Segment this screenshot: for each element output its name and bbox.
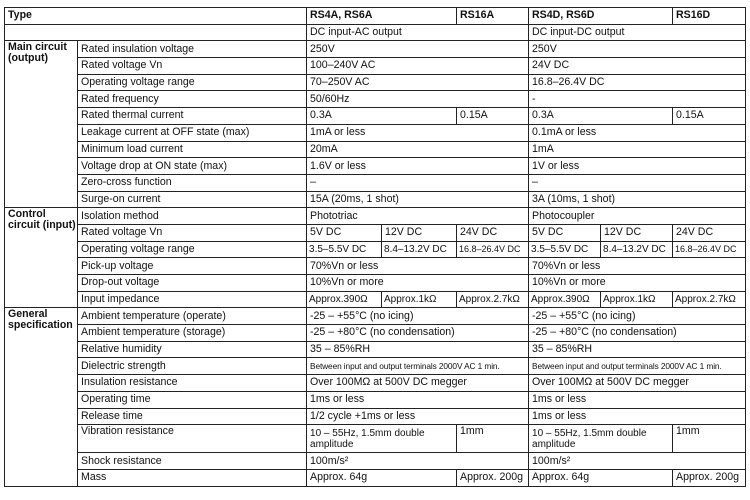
cell-value: Over 100MΩ at 500V DC megger <box>307 375 529 392</box>
cell-value: 1mA or less <box>307 124 529 141</box>
cell-value: -25 – +80°C (no condensation) <box>529 325 746 342</box>
cell-value: -25 – +80°C (no condensation) <box>307 325 529 342</box>
cell-value: 50/60Hz <box>307 91 529 108</box>
row-label: Voltage drop at ON state (max) <box>78 158 307 175</box>
cell-value: 12V DC <box>601 224 673 241</box>
row-label: Rated voltage Vn <box>78 58 307 75</box>
dc-model-a: RS4D, RS6D <box>529 8 673 25</box>
ac-model-b: RS16A <box>457 8 529 25</box>
cell-value: 250V <box>529 41 746 58</box>
cell-value: 24V DC <box>673 224 746 241</box>
table-row <box>5 241 746 258</box>
table-row <box>5 453 746 470</box>
cell-value: Approx.390Ω <box>529 291 601 308</box>
cell-value: 70%Vn or less <box>529 258 746 275</box>
row-label: Surge-on current <box>78 191 307 208</box>
table-row <box>5 141 746 158</box>
table-row <box>5 358 746 375</box>
table-row <box>5 391 746 408</box>
table-row <box>5 469 746 486</box>
table-row <box>5 258 746 275</box>
cell-value: 1mm <box>673 425 746 453</box>
ac-output-type: DC input-AC output <box>307 24 529 41</box>
cell-value: 10%Vn or more <box>307 275 529 292</box>
cell-value: 5V DC <box>529 224 601 241</box>
type-header: Type <box>5 8 307 25</box>
table-row <box>5 275 746 292</box>
row-label: Ambient temperature (storage) <box>78 325 307 342</box>
row-label: Rated voltage Vn <box>78 224 307 241</box>
cell-value: Phototriac <box>307 208 529 225</box>
table-row <box>5 41 746 58</box>
table-row <box>5 158 746 175</box>
cell-value: 15A (20ms, 1 shot) <box>307 191 529 208</box>
table-row <box>5 174 746 191</box>
row-label: Zero-cross function <box>78 174 307 191</box>
cell-value: Approx. 64g <box>529 469 673 486</box>
dc-model-b: RS16D <box>673 8 746 25</box>
row-label: Leakage current at OFF state (max) <box>78 124 307 141</box>
cell-value: – <box>307 174 529 191</box>
row-label: Operating voltage range <box>78 74 307 91</box>
row-label: Rated thermal current <box>78 108 307 125</box>
cell-value: 1mA <box>529 141 746 158</box>
table-row <box>5 224 746 241</box>
row-label: Drop-out voltage <box>78 275 307 292</box>
table-row <box>5 425 746 453</box>
cell-value: Approx.2.7kΩ <box>457 291 529 308</box>
cell-value: 100–240V AC <box>307 58 529 75</box>
row-label: Minimum load current <box>78 141 307 158</box>
cell-value: Photocoupler <box>529 208 746 225</box>
row-label: Rated insulation voltage <box>78 41 307 58</box>
cell-value: 35 – 85%RH <box>529 341 746 358</box>
category-main-circuit: Main circuit (output) <box>5 41 78 208</box>
cell-value: -25 – +55°C (no icing) <box>529 308 746 325</box>
table-row <box>5 91 746 108</box>
table-row <box>5 341 746 358</box>
output-type-row <box>5 24 746 41</box>
cell-value: Approx. 200g <box>457 469 529 486</box>
table-row <box>5 208 746 225</box>
cell-value: 1ms or less <box>529 391 746 408</box>
cell-value: 12V DC <box>382 224 457 241</box>
table-row <box>5 58 746 75</box>
row-label: Mass <box>78 469 307 486</box>
cell-value: 3.5–5.5V DC <box>529 241 601 258</box>
cell-value: – <box>529 174 746 191</box>
row-label: Dielectric strength <box>78 358 307 375</box>
row-label: Insulation resistance <box>78 375 307 392</box>
row-label: Vibration resistance <box>78 425 307 453</box>
cell-value: Approx.1kΩ <box>601 291 673 308</box>
header-row <box>5 8 746 25</box>
cell-value: Approx. 200g <box>673 469 746 486</box>
cell-value: 100m/s² <box>529 453 746 470</box>
row-label: Shock resistance <box>78 453 307 470</box>
cell-value: 5V DC <box>307 224 382 241</box>
cell-value: -25 – +55°C (no icing) <box>307 308 529 325</box>
cell-value: 8.4–13.2V DC <box>601 241 673 258</box>
cell-value: 0.15A <box>457 108 529 125</box>
row-label: Input impedance <box>78 291 307 308</box>
cell-value: Approx.1kΩ <box>382 291 457 308</box>
cell-value: 1V or less <box>529 158 746 175</box>
category-general-spec: General specification <box>5 308 78 486</box>
cell-value: 16.8–26.4V DC <box>529 74 746 91</box>
cell-value: Over 100MΩ at 500V DC megger <box>529 375 746 392</box>
cell-value: 20mA <box>307 141 529 158</box>
cell-value: 100m/s² <box>307 453 529 470</box>
dc-output-type: DC input-DC output <box>529 24 746 41</box>
table-row <box>5 108 746 125</box>
cell-value: 24V DC <box>457 224 529 241</box>
table-row <box>5 308 746 325</box>
row-label: Ambient temperature (operate) <box>78 308 307 325</box>
row-label: Isolation method <box>78 208 307 225</box>
cell-value: 1.6V or less <box>307 158 529 175</box>
cell-value: - <box>529 91 746 108</box>
table-row <box>5 124 746 141</box>
cell-value: 0.15A <box>673 108 746 125</box>
cell-value: 70%Vn or less <box>307 258 529 275</box>
cell-value: 1ms or less <box>307 391 529 408</box>
cell-value: Approx.2.7kΩ <box>673 291 746 308</box>
row-label: Operating time <box>78 391 307 408</box>
table-row <box>5 191 746 208</box>
cell-value: 16.8–26.4V DC <box>457 241 529 258</box>
cell-value: 70–250V AC <box>307 74 529 91</box>
cell-value: 250V <box>307 41 529 58</box>
table-row <box>5 375 746 392</box>
cell-value: Approx. 64g <box>307 469 457 486</box>
cell-value: 0.1mA or less <box>529 124 746 141</box>
cell-value: 10%Vn or more <box>529 275 746 292</box>
cell-value: 3A (10ms, 1 shot) <box>529 191 746 208</box>
row-label: Relative humidity <box>78 341 307 358</box>
table-row <box>5 325 746 342</box>
cell-value: 1ms or less <box>529 408 746 425</box>
cell-value: Between input and output terminals 2000V AC 1 min. <box>529 358 746 375</box>
cell-value: 0.3A <box>529 108 673 125</box>
cell-value: 1mm <box>457 425 529 453</box>
spec-table <box>4 7 746 487</box>
table-row <box>5 291 746 308</box>
cell-value: Approx.390Ω <box>307 291 382 308</box>
cell-value: 10 – 55Hz, 1.5mm double amplitude <box>529 425 673 453</box>
cell-value: 8.4–13.2V DC <box>382 241 457 258</box>
table-row <box>5 408 746 425</box>
ac-model-a: RS4A, RS6A <box>307 8 457 25</box>
category-control-circuit: Control circuit (input) <box>5 208 78 308</box>
cell-value: 3.5–5.5V DC <box>307 241 382 258</box>
row-label: Operating voltage range <box>78 241 307 258</box>
cell-value: 35 – 85%RH <box>307 341 529 358</box>
cell-value: 0.3A <box>307 108 457 125</box>
cell-value: 24V DC <box>529 58 746 75</box>
row-label: Pick-up voltage <box>78 258 307 275</box>
row-label: Release time <box>78 408 307 425</box>
cell-value: Between input and output terminals 2000V AC 1 min. <box>307 358 529 375</box>
table-row <box>5 74 746 91</box>
cell-value: 10 – 55Hz, 1.5mm double amplitude <box>307 425 457 453</box>
row-label: Rated frequency <box>78 91 307 108</box>
cell-value: 16.8–26.4V DC <box>673 241 746 258</box>
cell-value: 1/2 cycle +1ms or less <box>307 408 529 425</box>
